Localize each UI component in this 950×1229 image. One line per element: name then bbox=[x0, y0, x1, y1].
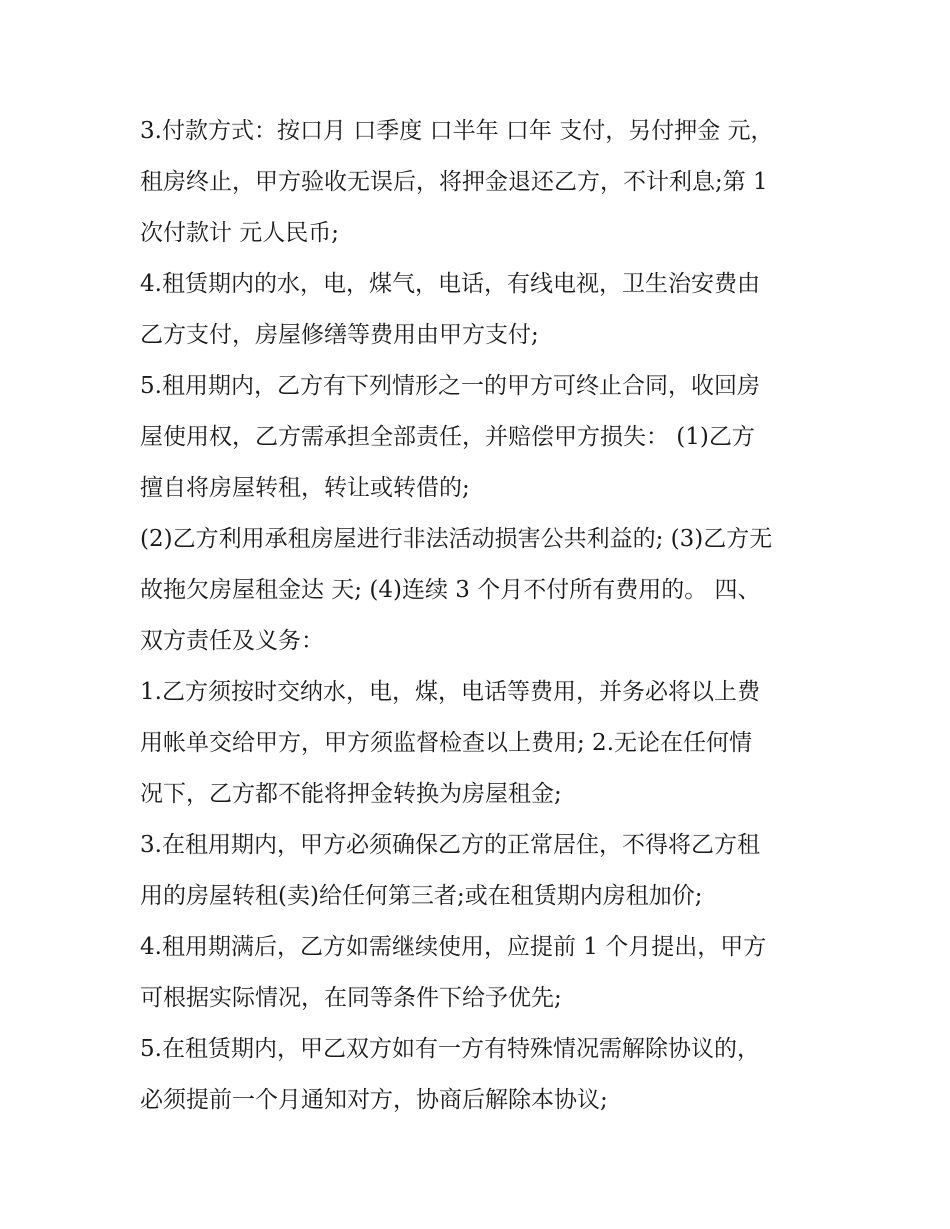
text-line: (2)乙方利用承租房屋进行非法活动损害公共利益的; (3)乙方无 bbox=[140, 526, 773, 552]
text-line: 次付款计 元人民币; bbox=[140, 220, 340, 246]
text-line: 用帐单交给甲方，甲方须监督检查以上费用; 2.无论在任何情 bbox=[140, 730, 753, 756]
text-line: 5.租用期内，乙方有下列情形之一的甲方可终止合同，收回房 bbox=[140, 373, 760, 399]
text-line: 双方责任及义务： bbox=[140, 628, 324, 654]
text-line: 5.在租赁期内，甲乙双方如有一方有特殊情况需解除协议的， bbox=[140, 1036, 760, 1062]
text-line: 3.付款方式：按口月 口季度 口半年 口年 支付，另付押金 元， bbox=[140, 118, 774, 144]
text-line: 故拖欠房屋租金达 天; (4)连续 3 个月不付所有费用的。 四、 bbox=[140, 577, 761, 603]
text-line: 必须提前一个月通知对方，协商后解除本协议; bbox=[140, 1087, 608, 1113]
text-line: 况下，乙方都不能将押金转换为房屋租金; bbox=[140, 781, 562, 807]
text-line: 可根据实际情况，在同等条件下给予优先; bbox=[140, 985, 562, 1011]
text-line: 乙方支付，房屋修缮等费用由甲方支付; bbox=[140, 322, 539, 348]
text-line: 1.乙方须按时交纳水，电，煤，电话等费用，并务必将以上费 bbox=[140, 679, 760, 705]
document-body bbox=[140, 106, 820, 1126]
text-line: 4.租用期满后，乙方如需继续使用，应提前 1 个月提出，甲方 bbox=[140, 934, 767, 960]
text-line: 屋使用权，乙方需承担全部责任，并赔偿甲方损失： (1)乙方 bbox=[140, 424, 755, 450]
text-line: 3.在租用期内，甲方必须确保乙方的正常居住，不得将乙方租 bbox=[140, 832, 760, 858]
text-line: 擅自将房屋转租，转让或转借的; bbox=[140, 475, 470, 501]
text-line: 用的房屋转租(卖)给任何第三者;或在租赁期内房租加价; bbox=[140, 883, 703, 909]
text-line: 4.租赁期内的水，电，煤气，电话，有线电视，卫生治安费由 bbox=[140, 271, 760, 297]
text-line: 租房终止，甲方验收无误后，将押金退还乙方，不计利息;第 1 bbox=[140, 169, 768, 195]
